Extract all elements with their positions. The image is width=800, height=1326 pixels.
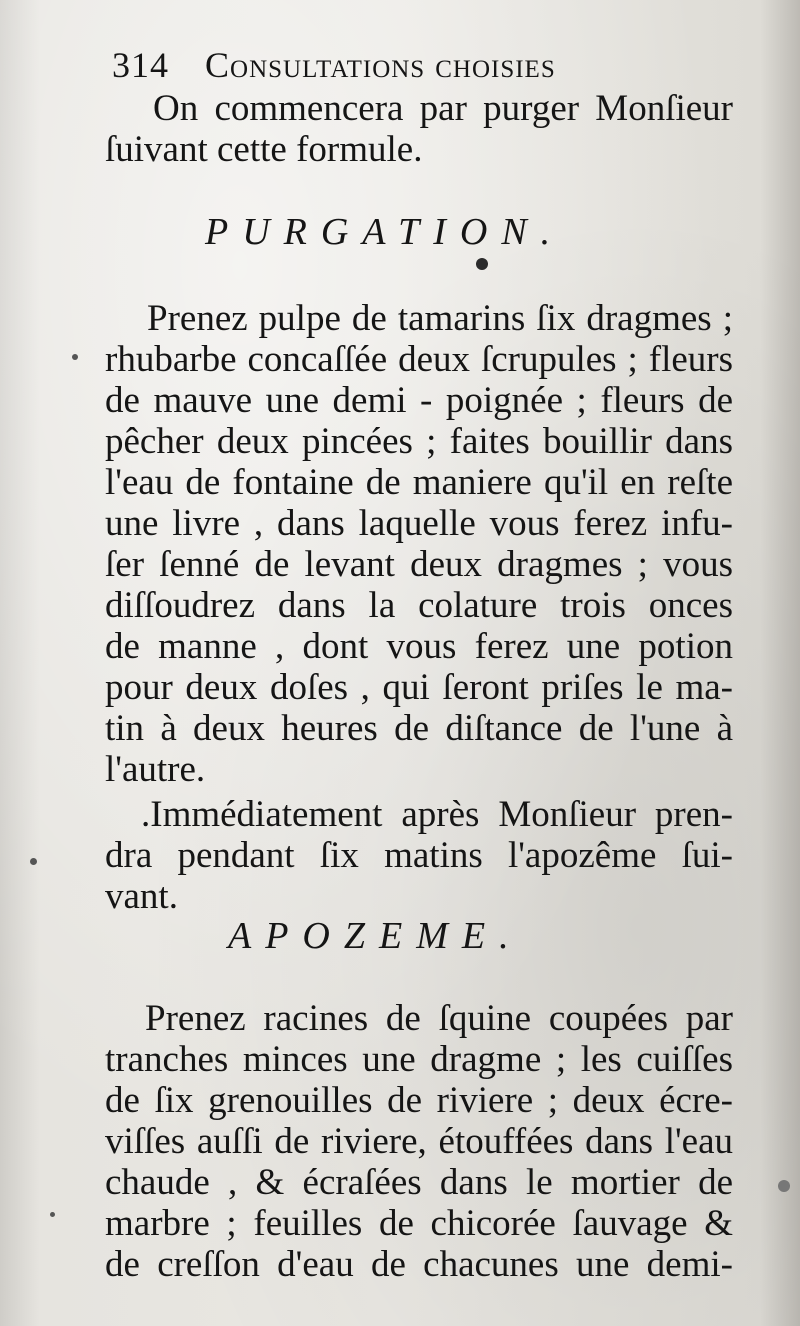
heading-purgation: PURGATION.	[205, 211, 565, 253]
text-line: ſuivant cette formule.	[105, 129, 423, 170]
transition-paragraph	[105, 794, 733, 917]
text-line: chaude , & écraſées dans le mortier de	[105, 1162, 733, 1203]
text-line: .Immédiatement après Monſieur pren-	[141, 794, 733, 835]
ink-speck	[72, 354, 78, 360]
text-line: viſſes auſſi de riviere, étouffées dans l'eau	[105, 1121, 733, 1162]
purgation-paragraph	[105, 298, 733, 790]
text-line: marbre ; feuilles de chicorée ſauvage &	[105, 1203, 733, 1244]
text-line: l'eau de fontaine de maniere qu'il en reſte	[105, 462, 733, 503]
text-line: de creſſon d'eau de chacunes une demi-	[105, 1244, 733, 1285]
text-line: une livre , dans laquelle vous ferez infu-	[105, 503, 733, 544]
heading-apozeme: APOZEME.	[228, 915, 523, 957]
ink-speck	[50, 1212, 55, 1217]
ornament-dot	[476, 258, 488, 270]
text-line: de ſix grenouilles de riviere ; deux écre-	[105, 1080, 733, 1121]
text-line: dra pendant ſix matins l'apozême ſui-	[105, 835, 733, 876]
text-line: pêcher deux pincées ; faites bouillir dans	[105, 421, 733, 462]
text-line: tin à deux heures de diſtance de l'une à	[105, 708, 733, 749]
text-line: diſſoudrez dans la colature trois onces	[105, 585, 733, 626]
page-number: 314	[112, 45, 169, 85]
text-line: ſer ſenné de levant deux dragmes ; vous	[105, 544, 733, 585]
text-line: On commencera par purger Monſieur	[153, 88, 733, 129]
text-line: pour deux doſes , qui ſeront priſes le ma-	[105, 667, 733, 708]
text-line: de mauve une demi - poignée ; fleurs de	[105, 380, 733, 421]
running-title: Consultations choisies	[205, 45, 556, 85]
apozeme-paragraph	[105, 998, 733, 1285]
page-header	[112, 44, 632, 86]
text-line: rhubarbe concaſſée deux ſcrupules ; fleurs	[105, 339, 733, 380]
text-line: Prenez racines de ſquine coupées par	[145, 998, 733, 1039]
text-line: tranches minces une dragme ; les cuiſſes	[105, 1039, 733, 1080]
ink-speck	[778, 1180, 790, 1192]
text-line: Prenez pulpe de tamarins ſix dragmes ;	[147, 298, 733, 339]
ink-speck	[30, 858, 37, 865]
text-line: vant.	[105, 876, 178, 917]
intro-paragraph	[105, 88, 733, 170]
text-line: l'autre.	[105, 749, 206, 790]
text-line: de manne , dont vous ferez une potion	[105, 626, 733, 667]
